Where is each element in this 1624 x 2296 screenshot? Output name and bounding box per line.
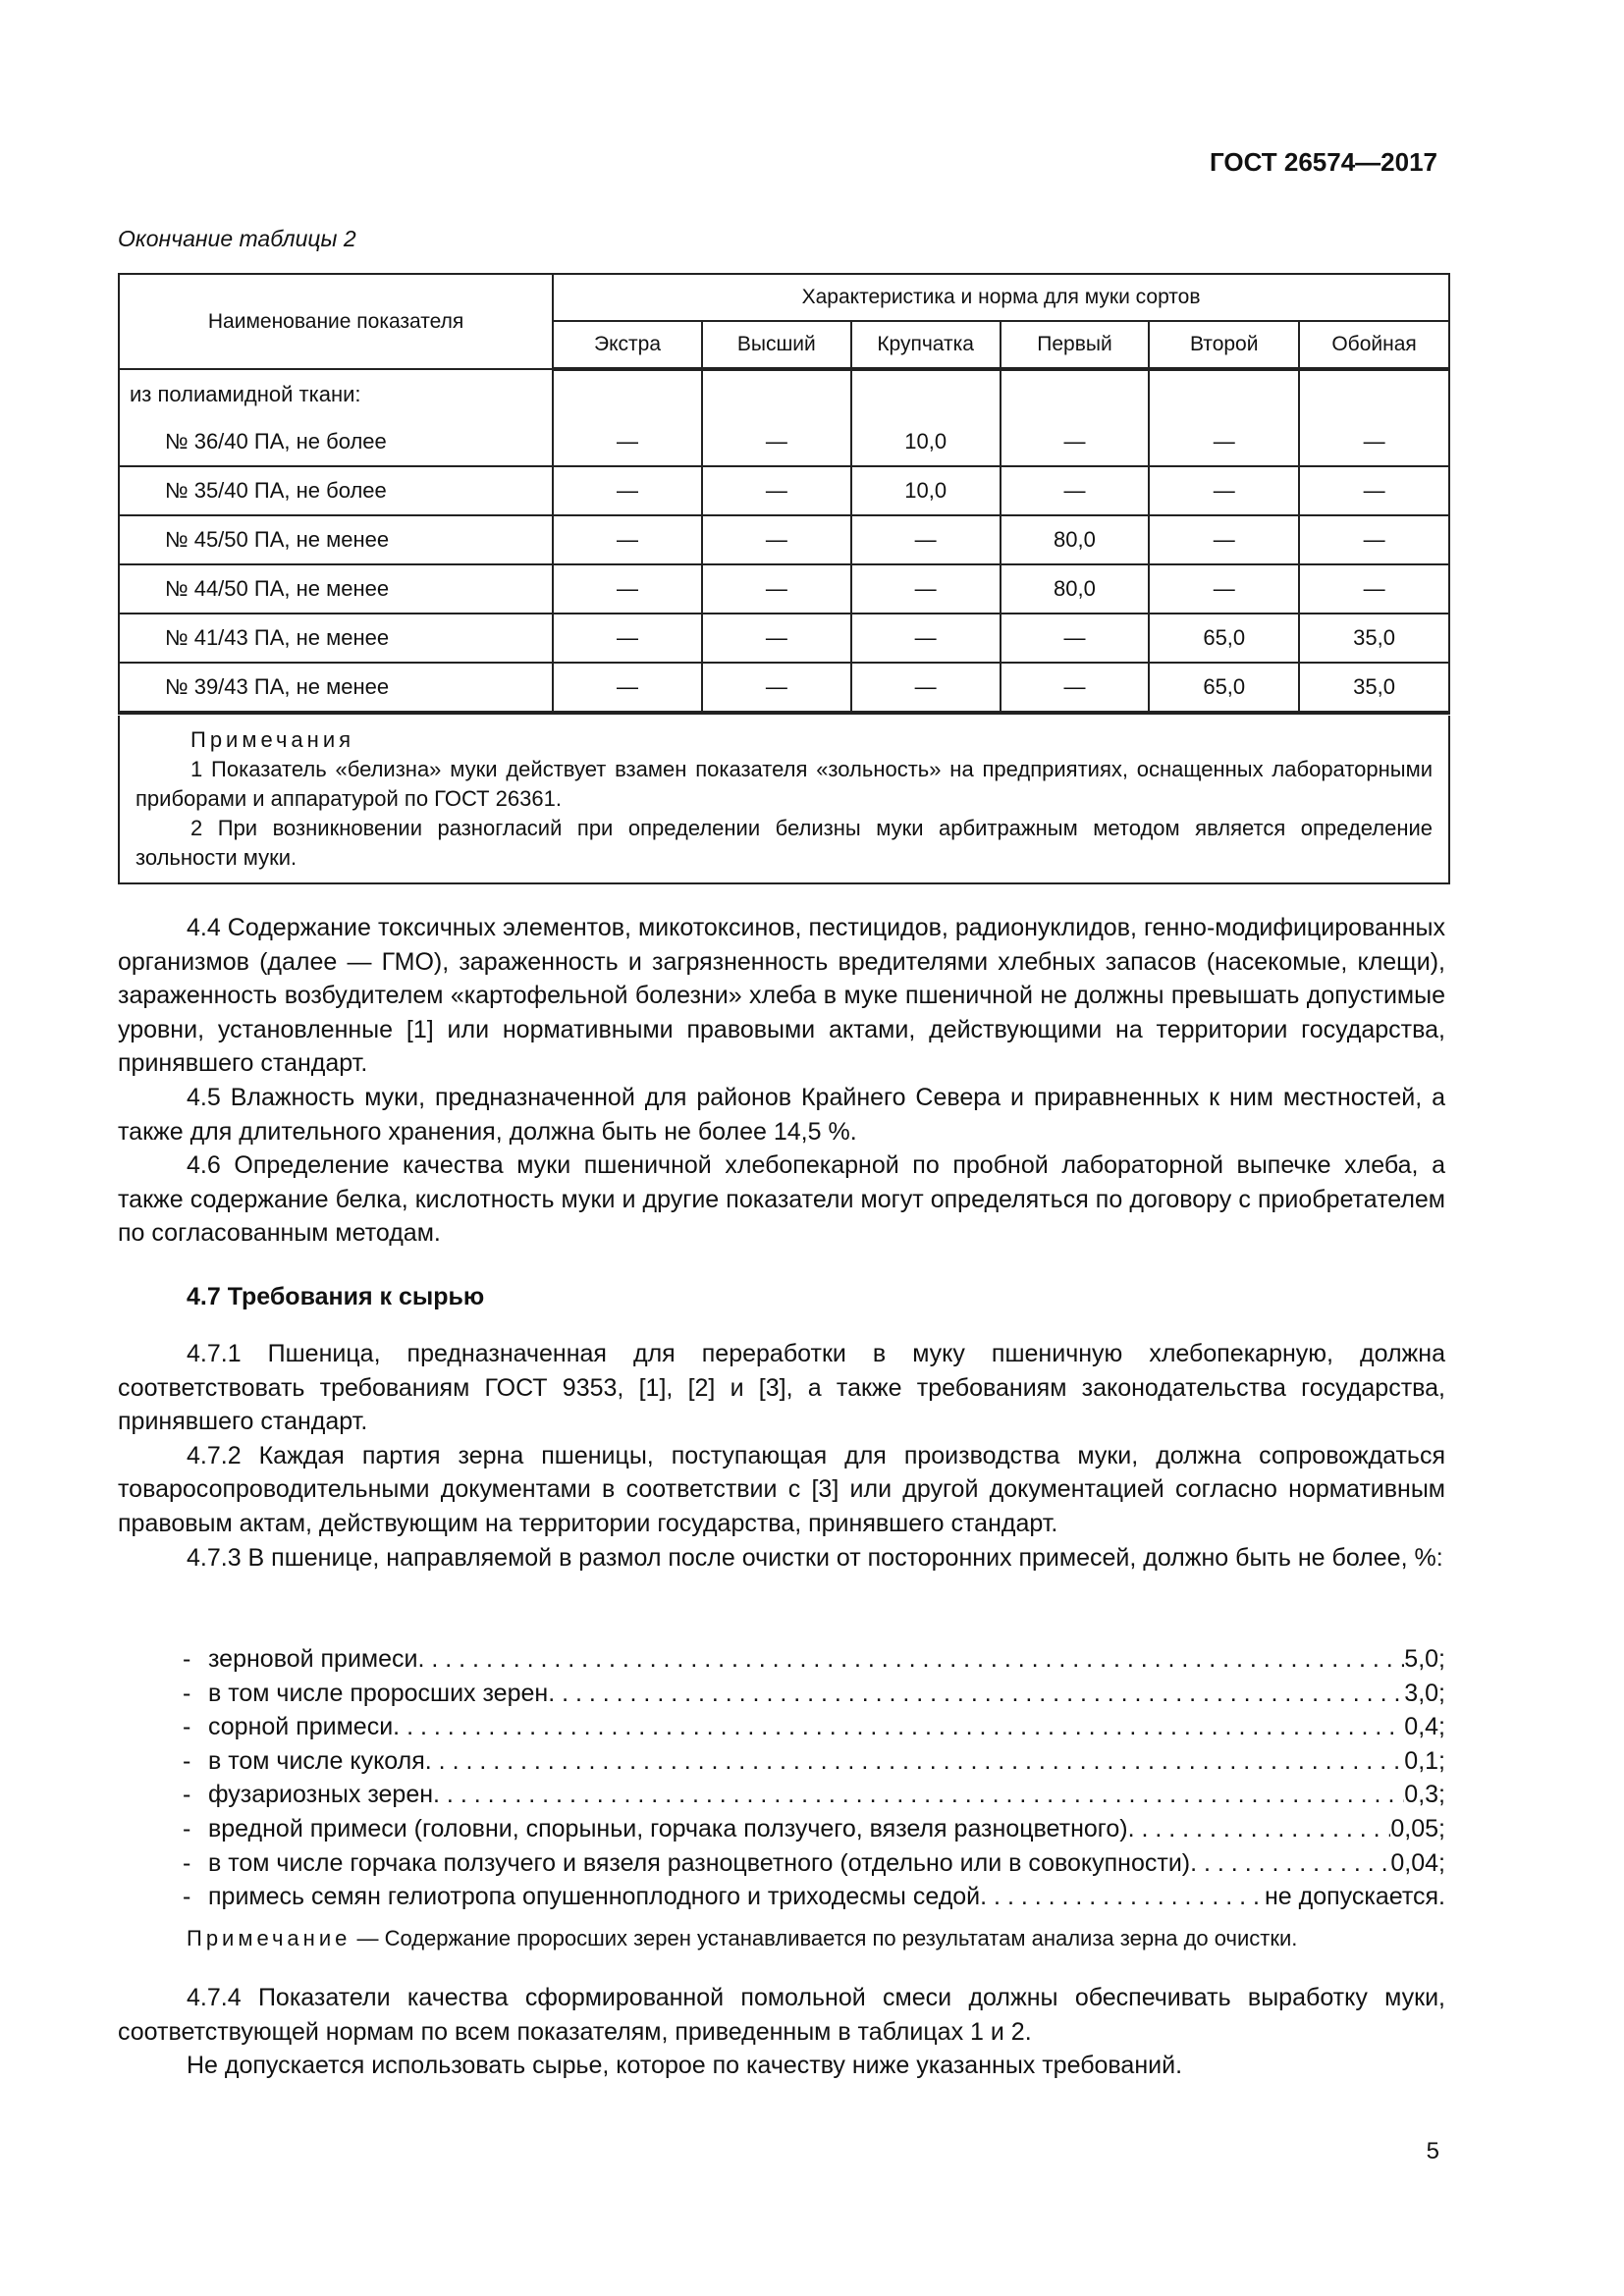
quality-table [118, 273, 1450, 715]
table-cell: — [851, 614, 1001, 663]
list-item: - фузариозных зерен . . . 0,3; [183, 1778, 1445, 1812]
table-cell: — [553, 515, 702, 564]
row-name: № 41/43 ПА, не менее [119, 614, 553, 663]
col-header-grade: Высший [702, 321, 851, 369]
col-header-indicator: Наименование показателя [119, 274, 553, 369]
table-cell: — [1299, 515, 1449, 564]
table-cell: 10,0 [851, 418, 1001, 466]
col-header-grade: Первый [1001, 321, 1150, 369]
table-cell: — [1001, 614, 1150, 663]
table-cell: — [1149, 466, 1299, 515]
table-cell: — [553, 564, 702, 614]
table-cell: — [1149, 515, 1299, 564]
table-cell: — [851, 564, 1001, 614]
paragraphs-final [118, 1981, 1445, 2083]
table-row [119, 418, 1449, 466]
row-name: № 45/50 ПА, не менее [119, 515, 553, 564]
table-cell: — [702, 564, 851, 614]
row-name: № 39/43 ПА, не менее [119, 663, 553, 713]
table-cell: — [702, 466, 851, 515]
row-group-label: из полиамидной ткани: [119, 369, 553, 418]
paragraphs-4-4-to-4-6 [118, 911, 1445, 1251]
table-cell: — [553, 466, 702, 515]
row-name: № 44/50 ПА, не менее [119, 564, 553, 614]
table-cell: 65,0 [1149, 614, 1299, 663]
table-row [119, 564, 1449, 614]
table-cell: 65,0 [1149, 663, 1299, 713]
paragraph-4-7-3: 4.7.3 В пшенице, направляемой в размол после очистки от посторонних примесей, должно быть не более, %: [187, 1543, 1443, 1572]
table-cell: — [851, 515, 1001, 564]
table-cell: 80,0 [1001, 564, 1150, 614]
table-cell: — [702, 614, 851, 663]
section-heading-4-7: 4.7 Требования к сырью [187, 1283, 485, 1310]
col-header-grade: Экстра [553, 321, 702, 369]
list-item: - в том числе куколя . . . 0,1; [183, 1744, 1445, 1779]
table-notes [118, 716, 1450, 884]
table-row [119, 663, 1449, 713]
table-cell: — [1001, 418, 1150, 466]
table-note: 1 Показатель «белизна» муки действует взамен показателя «зольность» на предприятиях, оснащенных лабораторными приборами и аппаратурой по ГОСТ 26361. [135, 757, 1433, 811]
table-cell: — [553, 663, 702, 713]
list-item: - примесь семян гелиотропа опушенноплодного и триходесмы седой . . . не допускается. [183, 1880, 1445, 1914]
paragraph-final: Не допускается использовать сырье, которое по качеству ниже указанных требований. [187, 2052, 1183, 2080]
paragraph-4-7-2: 4.7.2 Каждая партия зерна пшеницы, поступающая для производства муки, должна сопровождаться товаросопроводительными документами в соответствии с [3] или другой документацией согласно нормативным правовым актам, действующим на территории государства, принявшего стандарт. [118, 1441, 1445, 1537]
list-item: - в том числе горчака ползучего и вязеля разноцветного (отдельно или в совокупности) . . . 0,04; [183, 1846, 1445, 1881]
notes-title: Примечания [190, 727, 355, 752]
table-cell: — [1299, 466, 1449, 515]
paragraph-4-5: 4.5 Влажность муки, предназначенной для районов Крайнего Севера и приравненных к ним местностей, а также для длительного хранения, должна быть не более 14,5 %. [118, 1083, 1445, 1146]
table-row [119, 515, 1449, 564]
impurity-note: Примечание — Содержание проросших зерен устанавливается по результатам анализа зерна до очистки. [187, 1926, 1298, 1950]
impurity-list [183, 1642, 1445, 1914]
table-cell: 35,0 [1299, 663, 1449, 713]
table-row [119, 466, 1449, 515]
table-cell: 80,0 [1001, 515, 1150, 564]
col-header-grade: Обойная [1299, 321, 1449, 369]
table-cell: — [553, 614, 702, 663]
paragraph-4-4: 4.4 Содержание токсичных элементов, микотоксинов, пестицидов, радионуклидов, генно-модифицированных организмов (далее — ГМО), зараженность и загрязненность вредителями хлебных запасов (насекомые, клещи), зараженность возбудителем «картофельной болезни» хлеба в муке пшеничной не должны превышать допустимые уровни, установленные [1] или нормативными правовыми актами, действующими на территории государства, принявшего стандарт. [118, 914, 1445, 1078]
table-cell: — [553, 418, 702, 466]
list-item: - вредной примеси (головни, спорыньи, горчака ползучего, вязеля разноцветного) . . . 0,05; [183, 1812, 1445, 1846]
table-cell: — [702, 418, 851, 466]
table-row [119, 614, 1449, 663]
paragraph-4-6: 4.6 Определение качества муки пшеничной хлебопекарной по пробной лабораторной выпечке хлеба, а также содержание белка, кислотность муки и другие показатели могут определяться по договору с приобретателем по согласованным методам. [118, 1151, 1445, 1248]
paragraph-4-7-1: 4.7.1 Пшеница, предназначенная для переработки в муку пшеничную хлебопекарную, должна соответствовать требованиям ГОСТ 9353, [1], [2] и [3], а также требованиям законодательства государства, принявшего стандарт. [118, 1340, 1445, 1436]
document-code: ГОСТ 26574—2017 [1210, 147, 1437, 177]
table-cell: — [1001, 466, 1150, 515]
paragraph-4-7-4: 4.7.4 Показатели качества сформированной помольной смеси должны обеспечивать выработку муки, соответствующей нормам по всем показателям, приведенным в таблицах 1 и 2. [118, 1984, 1445, 2046]
table-cell: 35,0 [1299, 614, 1449, 663]
table-cell: — [702, 515, 851, 564]
table-cell: — [1299, 418, 1449, 466]
table-cell: — [1001, 663, 1150, 713]
table-row-group [119, 369, 1449, 418]
table-cell: 10,0 [851, 466, 1001, 515]
paragraphs-4-7 [118, 1337, 1445, 1575]
table-cell: — [702, 663, 851, 713]
list-item: - зерновой примеси . . . 5,0; [183, 1642, 1445, 1677]
table-cell: — [1149, 418, 1299, 466]
table-cell: — [1149, 564, 1299, 614]
page-number: 5 [1426, 2138, 1439, 2164]
col-header-grade: Второй [1149, 321, 1299, 369]
row-name: № 35/40 ПА, не более [119, 466, 553, 515]
col-header-group: Характеристика и норма для муки сортов [553, 274, 1449, 321]
table-note: 2 При возникновении разногласий при определении белизны муки арбитражным методом является определение зольности муки. [135, 816, 1433, 870]
list-item: - в том числе проросших зерен . . . 3,0; [183, 1677, 1445, 1711]
table-cell: — [851, 663, 1001, 713]
row-name: № 36/40 ПА, не более [119, 418, 553, 466]
list-item: - сорной примеси . . . 0,4; [183, 1710, 1445, 1744]
table-cell: — [1299, 564, 1449, 614]
col-header-grade: Крупчатка [851, 321, 1001, 369]
table-caption: Окончание таблицы 2 [118, 226, 356, 251]
